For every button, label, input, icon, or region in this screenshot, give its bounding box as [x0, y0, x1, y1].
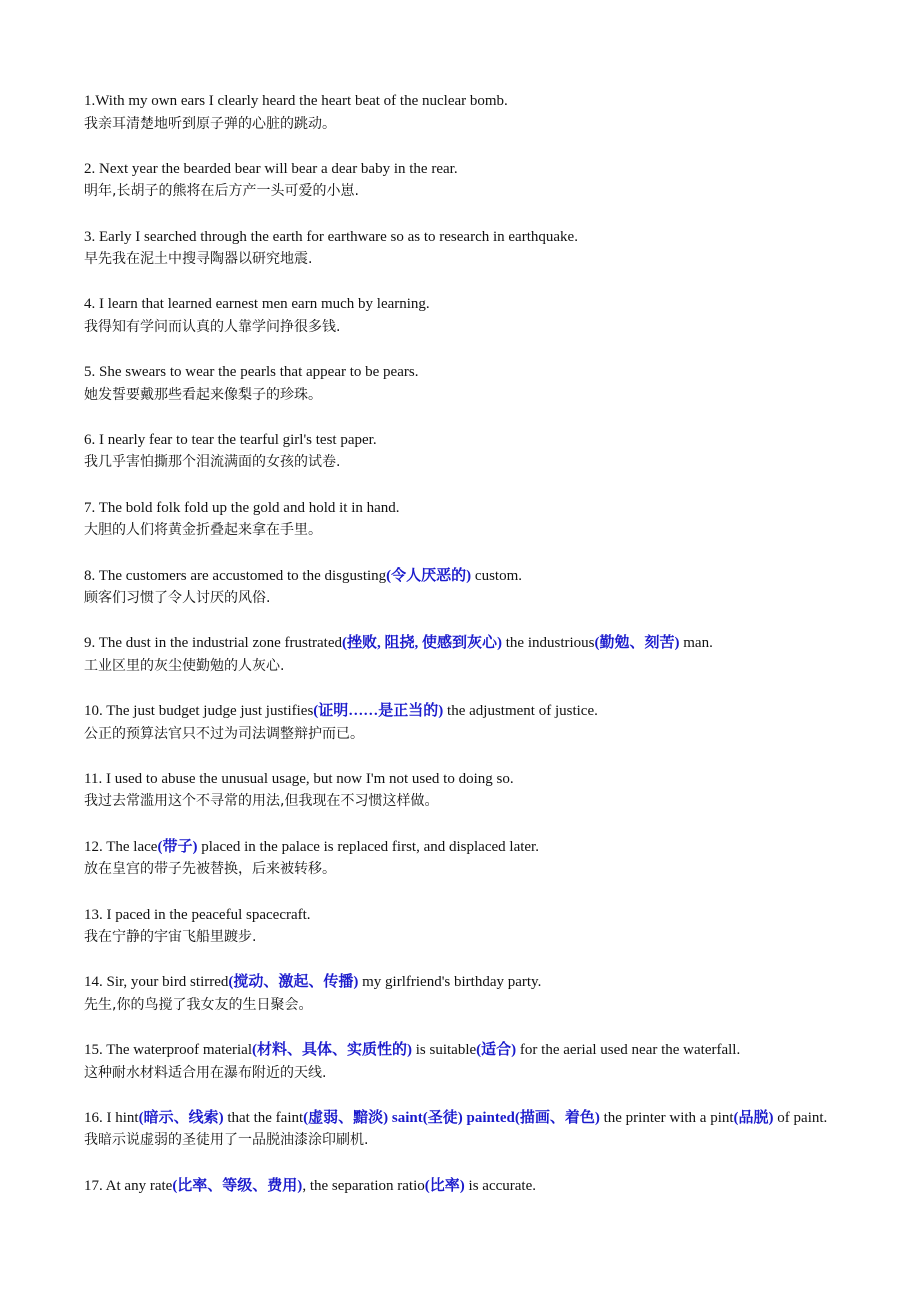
sentence-entry	[84, 158, 864, 203]
english-text: the printer with a pint	[599, 1109, 734, 1126]
english-text: 6. I nearly fear to tear the tearful girl's test paper.	[84, 431, 377, 448]
chinese-gloss: (挫败, 阻挠, 使感到灰心)	[342, 635, 502, 652]
english-text: 17. At any rate	[84, 1177, 173, 1194]
english-text: 5. She swears to wear the pearls that appear to be pears.	[84, 364, 419, 381]
chinese-gloss: (证明……是正当的)	[313, 703, 444, 720]
sentence-entry	[84, 429, 864, 474]
english-text: 14. Sir, your bird stirred	[84, 974, 229, 991]
english-sentence	[84, 632, 864, 655]
sentence-entry	[84, 226, 864, 271]
english-text: 11. I used to abuse the unusual usage, but now I'm not used to doing so.	[84, 770, 514, 787]
english-text: the industrious	[502, 635, 595, 652]
sentence-entry	[84, 700, 864, 745]
chinese-gloss: (适合)	[476, 1042, 517, 1059]
english-text: 15. The waterproof material	[84, 1042, 252, 1059]
english-text: custom.	[471, 567, 522, 584]
english-text: that the faint	[223, 1109, 304, 1126]
english-text: placed in the palace is replaced first, and displaced later.	[197, 838, 539, 855]
english-text: , the separation ratio	[302, 1177, 425, 1194]
english-text: 12. The lace	[84, 838, 158, 855]
english-text: is suitable	[412, 1042, 477, 1059]
chinese-gloss: (比率、等级、费用)	[172, 1177, 303, 1194]
chinese-gloss: (带子)	[157, 838, 198, 855]
chinese-gloss: (勤勉、刻苦)	[594, 635, 680, 652]
chinese-gloss: (虚弱、黯淡) saint(圣徒) painted(描画、着色)	[303, 1109, 600, 1126]
chinese-translation: 公正的预算法官只不过为司法调整辩护而已。	[84, 725, 364, 742]
english-sentence	[84, 1175, 864, 1198]
english-sentence	[84, 1107, 864, 1130]
chinese-gloss: (比率)	[424, 1177, 465, 1194]
english-text: for the aerial used near the waterfall.	[516, 1042, 741, 1059]
english-sentence	[84, 971, 864, 994]
english-text: 13. I paced in the peaceful spacecraft.	[84, 906, 311, 923]
chinese-translation: 这种耐水材料适合用在瀑布附近的天线.	[84, 1064, 327, 1081]
chinese-translation: 顾客们习惯了令人讨厌的风俗.	[84, 590, 271, 607]
english-text: 3. Early I searched through the earth for earthware so as to research in earthquake.	[84, 228, 578, 245]
english-sentence	[84, 836, 864, 859]
english-sentence	[84, 361, 864, 384]
chinese-translation: 我暗示说虚弱的圣徒用了一品脱油漆涂印刷机.	[84, 1132, 369, 1149]
english-text: 7. The bold folk fold up the gold and hold it in hand.	[84, 499, 400, 516]
chinese-translation: 先生,你的鸟搅了我女友的生日聚会。	[84, 996, 313, 1013]
chinese-translation: 大胆的人们将黄金折叠起来拿在手里。	[84, 522, 322, 539]
english-text: 4. I learn that learned earnest men earn much by learning.	[84, 296, 430, 313]
english-text: 9. The dust in the industrial zone frustrated	[84, 635, 342, 652]
sentence-entry	[84, 836, 864, 881]
chinese-translation: 明年,长胡子的熊将在后方产一头可爱的小崽.	[84, 183, 359, 200]
english-sentence	[84, 1039, 864, 1062]
sentence-entry	[84, 497, 864, 542]
english-sentence	[84, 565, 864, 588]
chinese-gloss: (品脱)	[733, 1109, 774, 1126]
chinese-gloss: (暗示、线索)	[138, 1109, 224, 1126]
chinese-translation: 我得知有学问而认真的人靠学问挣很多钱.	[84, 318, 341, 335]
english-text: is accurate.	[464, 1177, 536, 1194]
sentence-entry	[84, 90, 864, 135]
sentence-entry	[84, 1107, 864, 1152]
chinese-gloss: (令人厌恶的)	[386, 567, 472, 584]
english-text: 16. I hint	[84, 1109, 139, 1126]
english-text: my girlfriend's birthday party.	[358, 974, 542, 991]
english-sentence	[84, 293, 864, 316]
sentence-entry	[84, 1039, 864, 1084]
sentence-entry	[84, 1175, 864, 1198]
chinese-translation: 放在皇宫的带子先被替换，后来被转移。	[84, 861, 336, 878]
english-text: 10. The just budget judge just justifies	[84, 703, 314, 720]
chinese-translation: 她发誓要戴那些看起来像梨子的珍珠。	[84, 386, 322, 403]
chinese-translation: 早先我在泥土中搜寻陶器以研究地震.	[84, 251, 313, 268]
sentence-entry	[84, 971, 864, 1016]
english-sentence	[84, 768, 864, 791]
document-page	[84, 90, 864, 1220]
english-text: the adjustment of justice.	[443, 703, 598, 720]
english-sentence	[84, 429, 864, 452]
chinese-translation: 我几乎害怕撕那个泪流满面的女孩的试卷.	[84, 454, 341, 471]
english-text: of paint.	[773, 1109, 828, 1126]
sentence-entry	[84, 293, 864, 338]
english-sentence	[84, 904, 864, 927]
chinese-translation: 我在宁静的宇宙飞船里踱步.	[84, 929, 257, 946]
english-text: 1.With my own ears I clearly heard the heart beat of the nuclear bomb.	[84, 93, 508, 109]
english-sentence	[84, 700, 864, 723]
chinese-translation: 工业区里的灰尘使勤勉的人灰心.	[84, 657, 285, 674]
sentence-entry	[84, 904, 864, 949]
sentence-entry	[84, 768, 864, 813]
english-sentence	[84, 226, 864, 249]
sentence-entry	[84, 361, 864, 406]
sentence-entry	[84, 565, 864, 610]
english-sentence	[84, 90, 864, 113]
english-text: 2. Next year the bearded bear will bear a dear baby in the rear.	[84, 160, 458, 177]
chinese-gloss: (搅动、激起、传播)	[228, 974, 359, 991]
sentence-entry	[84, 632, 864, 677]
chinese-translation: 我过去常滥用这个不寻常的用法,但我现在不习惯这样做。	[84, 793, 439, 810]
chinese-translation: 我亲耳清楚地听到原子弹的心脏的跳动。	[84, 115, 336, 132]
english-sentence	[84, 497, 864, 520]
english-text: 8. The customers are accustomed to the disgusting	[84, 567, 387, 584]
chinese-gloss: (材料、具体、实质性的)	[252, 1042, 412, 1059]
english-sentence	[84, 158, 864, 181]
english-text: man.	[679, 635, 713, 652]
